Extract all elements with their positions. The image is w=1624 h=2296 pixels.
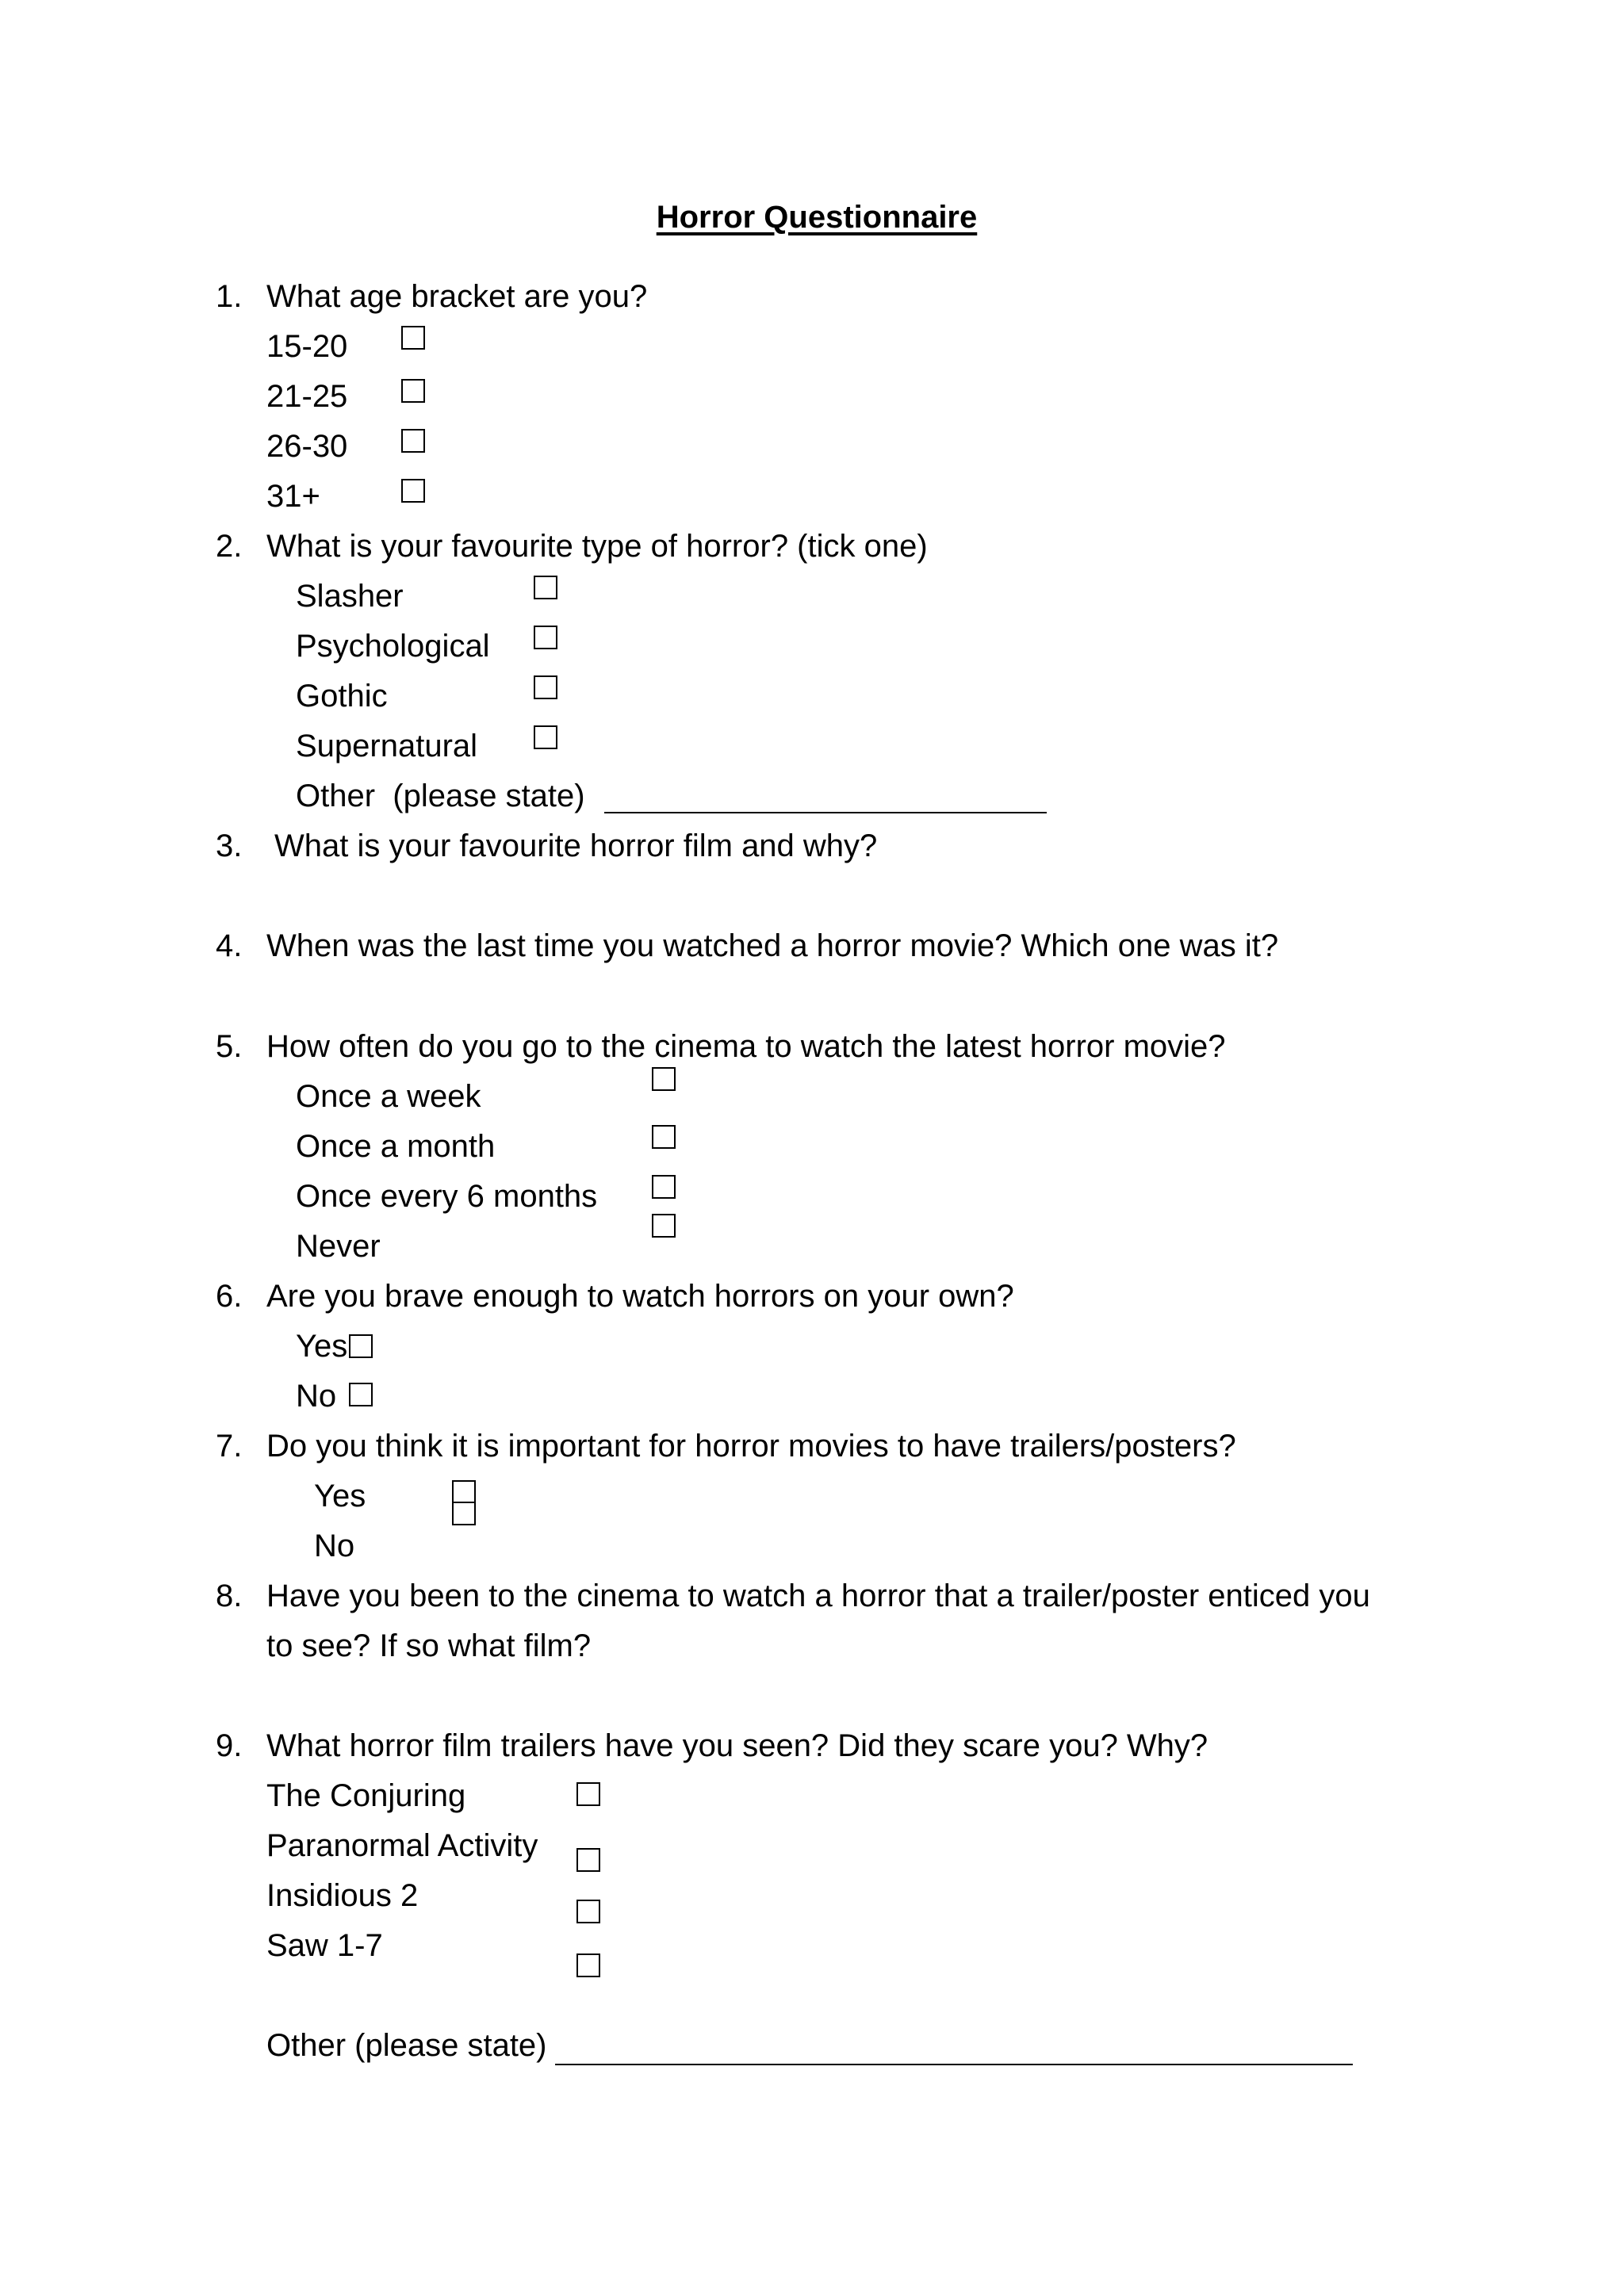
q3-text: What is your favourite horror film and why?	[274, 828, 878, 863]
q9-option-checkbox[interactable]	[576, 1900, 600, 1923]
q1-option-label: 15-20	[266, 329, 348, 364]
q9-option-label: Insidious 2	[266, 1878, 419, 1913]
q2-option-checkbox[interactable]	[534, 675, 557, 699]
q1-number: 1.	[216, 279, 243, 314]
q9-text: What horror film trailers have you seen? Did they scare you? Why?	[266, 1728, 1208, 1763]
q7-option-label: Yes	[314, 1479, 366, 1513]
q5-option-checkbox[interactable]	[652, 1067, 676, 1091]
q2-option-checkbox[interactable]	[534, 725, 557, 749]
q2-text: What is your favourite type of horror? (tick one)	[266, 529, 928, 564]
q8-number: 8.	[216, 1578, 243, 1613]
q6-option-label: Yes	[296, 1329, 348, 1364]
q1-option-label: 31+	[266, 479, 320, 514]
q1-option-label: 26-30	[266, 429, 348, 464]
q7-number: 7.	[216, 1429, 243, 1464]
q5-option-checkbox[interactable]	[652, 1175, 676, 1199]
q2-option-checkbox[interactable]	[534, 576, 557, 599]
q7-option-label: No	[314, 1529, 355, 1563]
q9-option-checkbox[interactable]	[576, 1954, 600, 1977]
q7-text: Do you think it is important for horror movies to have trailers/posters?	[266, 1429, 1236, 1464]
q3-number: 3.	[216, 828, 243, 863]
q5-option-label: Once a week	[296, 1079, 481, 1114]
q1-text: What age bracket are you?	[266, 279, 648, 314]
q9-other-answer-line[interactable]	[555, 2064, 1353, 2065]
q4-number: 4.	[216, 928, 243, 963]
q9-option-label: Paranormal Activity	[266, 1828, 538, 1863]
q6-text: Are you brave enough to watch horrors on your own?	[266, 1279, 1014, 1314]
q7-option-checkbox[interactable]	[452, 1502, 476, 1525]
q4-text: When was the last time you watched a horror movie? Which one was it?	[266, 928, 1279, 963]
q1-option-checkbox[interactable]	[401, 479, 425, 503]
q2-number: 2.	[216, 529, 243, 564]
q7-option-checkbox[interactable]	[452, 1480, 476, 1504]
q5-option-label: Once a month	[296, 1129, 496, 1164]
q1-option-label: 21-25	[266, 379, 348, 414]
q9-option-label: The Conjuring	[266, 1778, 466, 1813]
q9-option-checkbox[interactable]	[576, 1848, 600, 1872]
page-title: Horror Questionnaire	[656, 200, 978, 235]
q2-option-label: Slasher	[296, 579, 404, 614]
q5-option-checkbox[interactable]	[652, 1125, 676, 1149]
q2-option-label: Gothic	[296, 679, 388, 714]
q2-other-answer-line[interactable]	[604, 812, 1047, 813]
q2-option-label: Supernatural	[296, 729, 478, 763]
q9-other-label: Other (please state)	[266, 2028, 547, 2063]
q6-option-checkbox[interactable]	[349, 1383, 373, 1406]
q9-number: 9.	[216, 1728, 243, 1763]
q1-option-checkbox[interactable]	[401, 326, 425, 350]
q5-option-label: Never	[296, 1229, 381, 1264]
q1-option-checkbox[interactable]	[401, 429, 425, 453]
q2-other-label: Other (please state)	[296, 779, 594, 813]
q2-option-checkbox[interactable]	[534, 626, 557, 649]
q5-number: 5.	[216, 1029, 243, 1064]
q5-text: How often do you go to the cinema to watch the latest horror movie?	[266, 1029, 1226, 1064]
q5-option-checkbox[interactable]	[652, 1214, 676, 1238]
q9-option-checkbox[interactable]	[576, 1782, 600, 1806]
q6-number: 6.	[216, 1279, 243, 1314]
q9-option-label: Saw 1-7	[266, 1928, 383, 1963]
q8-text-line1: Have you been to the cinema to watch a horror that a trailer/poster enticed you	[266, 1578, 1370, 1613]
q5-option-label: Once every 6 months	[296, 1179, 598, 1214]
q2-option-label: Psychological	[296, 629, 490, 664]
q1-option-checkbox[interactable]	[401, 379, 425, 403]
q8-text-line2: to see? If so what film?	[266, 1628, 592, 1663]
q6-option-checkbox[interactable]	[349, 1334, 373, 1358]
q6-option-label: No	[296, 1379, 337, 1414]
